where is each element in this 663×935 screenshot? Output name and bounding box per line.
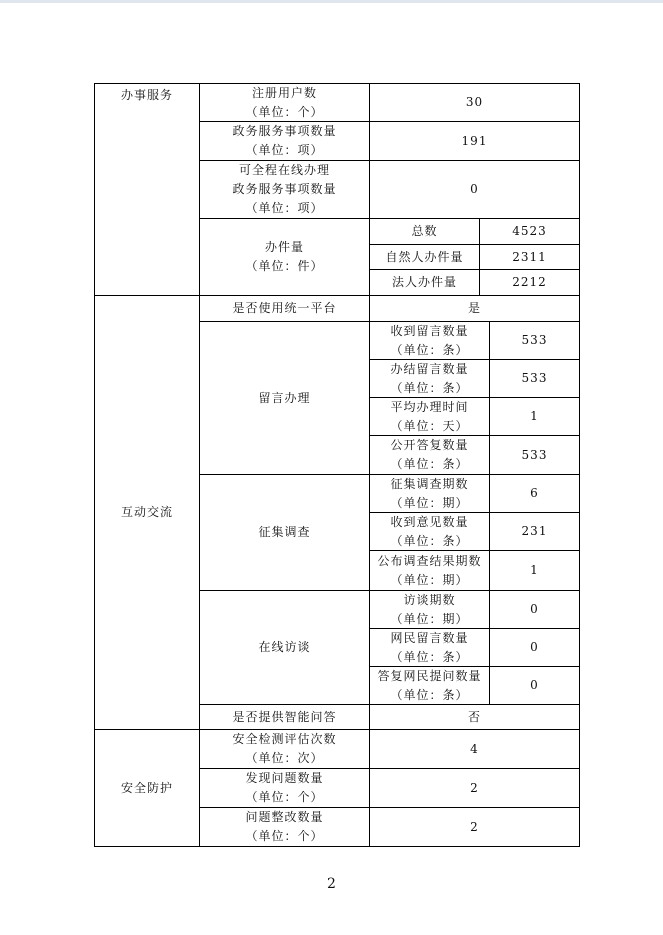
survey-periods-value: 6 xyxy=(489,474,580,513)
smart-qa-value: 否 xyxy=(369,704,580,730)
section-security: 安全防护 xyxy=(94,729,200,847)
interview-periods-value: 0 xyxy=(489,590,580,629)
messages-label: 留言办理 xyxy=(199,321,370,475)
messages-public-value: 533 xyxy=(489,435,580,475)
smart-qa-label: 是否提供智能问答 xyxy=(199,704,370,730)
messages-public-label: 公开答复数量 （单位：条） xyxy=(369,435,490,475)
security-checks-label: 安全检测评估次数 （单位：次） xyxy=(199,729,370,769)
security-fixed-value: 2 xyxy=(369,807,580,847)
cases-person-value: 2311 xyxy=(479,244,580,270)
cases-legal-label: 法人办件量 xyxy=(369,269,480,296)
cases-label: 办件量 （单位：件） xyxy=(199,218,370,296)
interview-messages-value: 0 xyxy=(489,628,580,667)
survey-label: 征集调查 xyxy=(199,474,370,591)
cases-total-label: 总数 xyxy=(369,218,480,245)
page-number: 2 xyxy=(327,876,336,892)
service-items-value: 191 xyxy=(369,121,580,161)
interview-label: 在线访谈 xyxy=(199,590,370,705)
registered-users-value: 30 xyxy=(369,83,580,122)
survey-opinions-value: 231 xyxy=(489,512,580,551)
security-fixed-label: 问题整改数量 （单位：个） xyxy=(199,807,370,847)
online-items-value: 0 xyxy=(369,160,580,219)
messages-avg-time-label: 平均办理时间 （单位：天） xyxy=(369,397,490,436)
cases-legal-value: 2212 xyxy=(479,269,580,296)
interview-messages-label: 网民留言数量 （单位：条） xyxy=(369,628,490,667)
service-items-label: 政务服务事项数量 （单位：项） xyxy=(199,121,370,161)
top-edge xyxy=(0,0,663,3)
statistics-table xyxy=(94,83,580,847)
cases-person-label: 自然人办件量 xyxy=(369,244,480,270)
security-found-value: 2 xyxy=(369,768,580,808)
interview-periods-label: 访谈期数 （单位：期） xyxy=(369,590,490,629)
interview-answered-label: 答复网民提问数量 （单位：条） xyxy=(369,666,490,705)
messages-avg-time-value: 1 xyxy=(489,397,580,436)
messages-received-label: 收到留言数量 （单位：条） xyxy=(369,321,490,360)
survey-periods-label: 征集调查期数 （单位：期） xyxy=(369,474,490,513)
security-checks-value: 4 xyxy=(369,729,580,769)
registered-users-label: 注册用户数 （单位：个） xyxy=(199,83,370,122)
interview-answered-value: 0 xyxy=(489,666,580,705)
survey-opinions-label: 收到意见数量 （单位：条） xyxy=(369,512,490,551)
messages-closed-label: 办结留言数量 （单位：条） xyxy=(369,359,490,398)
unified-platform-value: 是 xyxy=(369,295,580,322)
section-office: 办事服务 xyxy=(94,83,200,296)
survey-published-label: 公布调查结果期数 （单位：期） xyxy=(369,550,490,591)
messages-closed-value: 533 xyxy=(489,359,580,398)
unified-platform-label: 是否使用统一平台 xyxy=(199,295,370,322)
online-items-label: 可全程在线办理 政务服务事项数量 （单位：项） xyxy=(199,160,370,219)
security-found-label: 发现问题数量 （单位：个） xyxy=(199,768,370,808)
messages-received-value: 533 xyxy=(489,321,580,360)
survey-published-value: 1 xyxy=(489,550,580,591)
cases-total-value: 4523 xyxy=(479,218,580,245)
section-interaction: 互动交流 xyxy=(94,295,200,730)
